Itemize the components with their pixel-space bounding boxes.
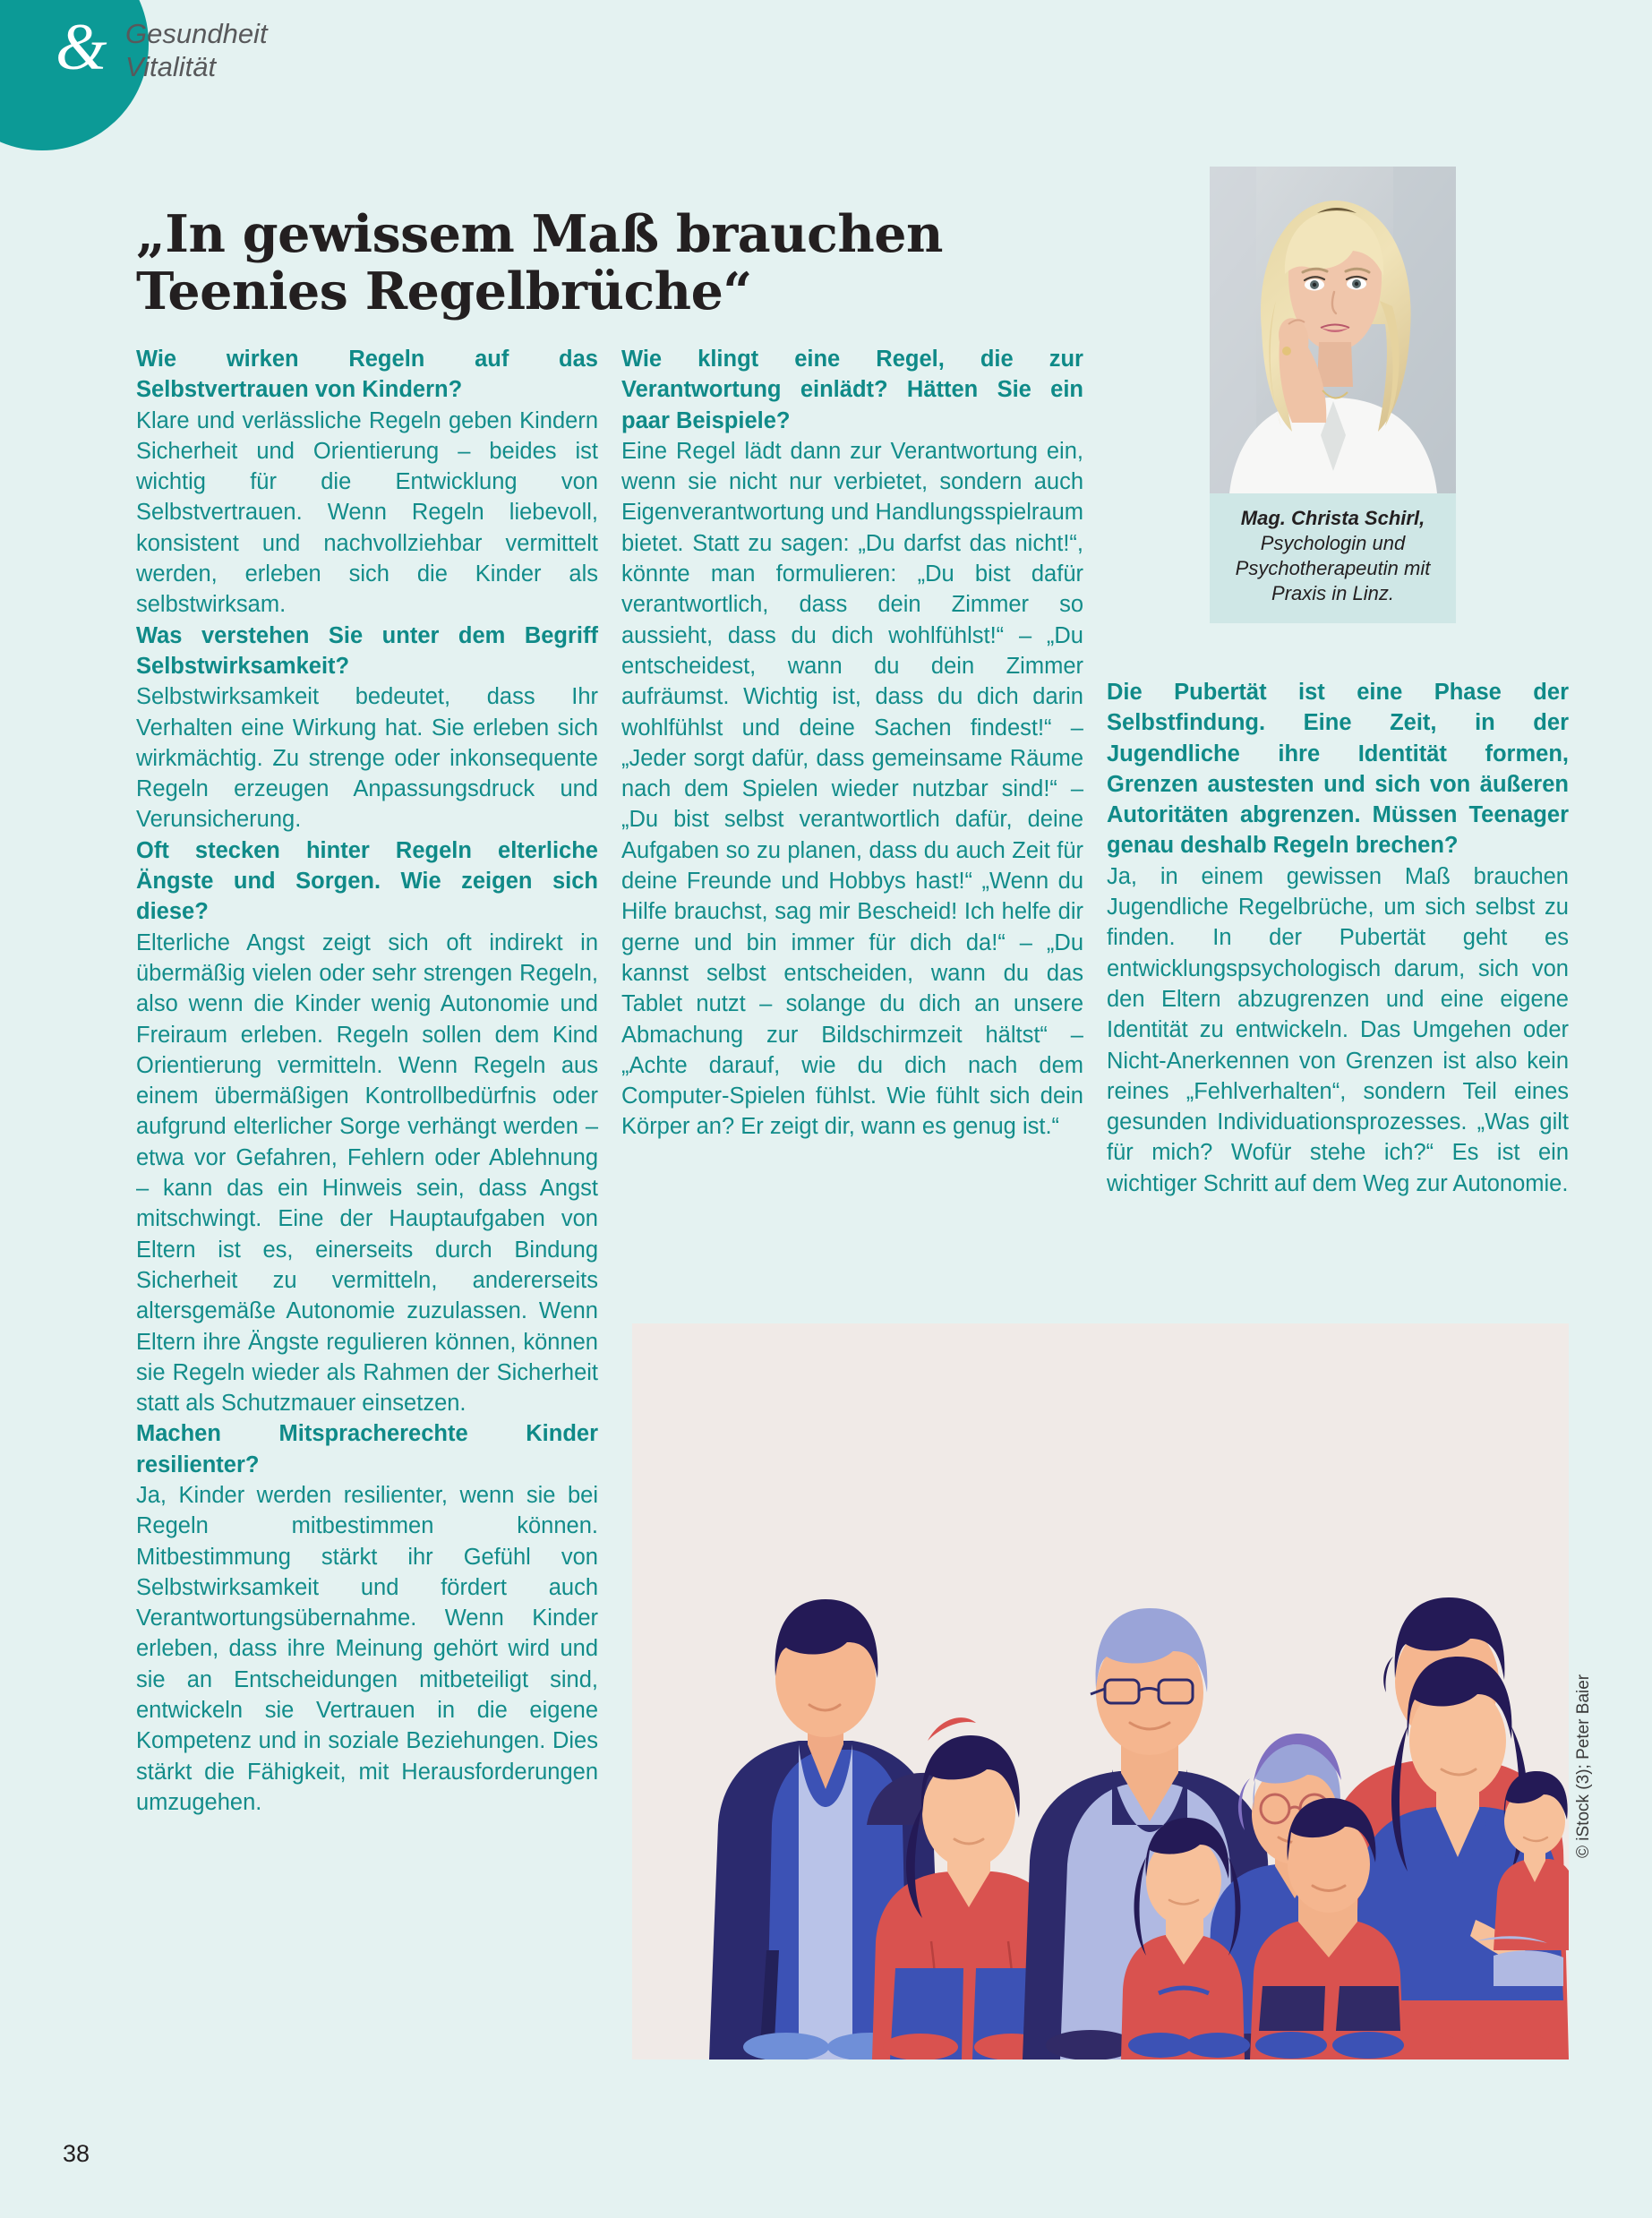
page-title: „In gewissem Maß brauchen Teenies Regelbrüche“	[136, 204, 943, 322]
portrait-photo	[1210, 167, 1456, 493]
question-heading: Oft stecken hinter Regeln elterliche Ängste und Sorgen. Wie zeigen sich diese?	[136, 837, 598, 925]
question-heading: Wie wirken Regeln auf das Selbstvertrauen von Kindern?	[136, 347, 598, 403]
portrait-caption	[1210, 493, 1456, 623]
family-illustration	[632, 1323, 1569, 2060]
article-column-1	[136, 344, 598, 1818]
question-heading: Was verstehen Sie unter dem Begriff Selbstwirksamkeit?	[136, 622, 598, 679]
answer-text: Selbstwirksamkeit bedeutet, dass Ihr Verhalten eine Wirkung hat. Sie erleben sich wirkmächtig. Zu strenge oder inkonsequente Regeln erzeugen Anpassungsdruck und Verunsicherung.	[136, 684, 598, 833]
answer-text: Eine Regel lädt dann zur Verantwortung ein, wenn sie nicht nur verbietet, sondern auch Eigenverantwortung und Handlungsspielraum bietet. Statt zu sagen: „Du darfst das nicht!“, könnte man formulieren: „Du bist dafür verantwortlich, dass dein Zimmer so aussieht, dass du dich wohlfühlst!“ – „Du entscheidest, wann du dein Zimmer aufräumst. Wichtig ist, dass du dich darin wohlfühlst und deine Sachen findest!“ – „Jeder sorgt dafür, dass gemeinsame Räume nach dem Spielen wieder nutzbar sind!“ – „Du bist selbst verantwortlich dafür, deine Aufgaben so zu planen, dass du auch Zeit für deine Freunde und Hobbys hast!“ „Wenn du Hilfe brauchst, sag mir Bescheid! Ich helfe dir gerne und bin immer für dich da!“ – „Du kannst selbst entscheiden, wann du das Tablet nutzt – solange du dich an unsere Abmachung zur Bildschirmzeit hältst“ – „Achte darauf, wie du dich nach dem Computer-Spielen fühlst. Wie fühlt sich dein Körper an? Er zeigt dir, wann es genug ist.“	[621, 438, 1083, 1140]
ampersand-glyph: &	[56, 11, 107, 84]
article-column-3	[1107, 677, 1569, 1199]
rubric-header	[0, 0, 555, 143]
answer-text: Ja, Kinder werden resilienter, wenn sie bei Regeln mitbestimmen können. Mitbestimmung stärkt ihr Gefühl von Selbstwirksamkeit und fördert auch Verantwortungsübernahme. Wenn Kinder erleben, dass ihre Meinung gehört wird und sie an Entscheidungen mitbeteiligt sind, entwickeln sie Vertrauen in die eigene Kompetenz und in soziale Beziehungen. Dies stärkt die Fähigkeit, mit Herausforderungen umzugehen.	[136, 1482, 598, 1815]
family-illustration-svg	[632, 1323, 1569, 2060]
portrait-figure	[1210, 167, 1456, 623]
question-heading: Wie klingt eine Regel, die zur Verantwortung einlädt? Hätten Sie ein paar Beispiele?	[621, 347, 1083, 433]
photo-credit: © iStock (3); Peter Baier	[1574, 1674, 1593, 1858]
portrait-role: Psychologin und Psychotherapeutin mit Praxis in Linz.	[1235, 532, 1431, 605]
question-heading: Die Pubertät ist eine Phase der Selbstfindung. Eine Zeit, in der Jugendliche ihre Identität formen, Grenzen austesten und sich von äußeren Autoritäten abgrenzen. Müssen Teenager genau deshalb Regeln brechen?	[1107, 680, 1569, 859]
page-number: 38	[63, 2140, 90, 2167]
rubric-label	[125, 18, 268, 83]
answer-text: Ja, in einem gewissen Maß brauchen Jugendliche Regelbrüche, um sich selbst zu finden. In der Pubertät geht es entwicklungspsychologisch darum, sich von den Eltern abzugrenzen und eine eigene Identität zu entwickeln. Das Umgehen oder Nicht-Anerkennen von Grenzen ist also kein reines „Fehlverhalten“, sondern Teil eines gesunden Individuationsprozesses. „Was gilt für mich? Wofür stehe ich?“ Es ist ein wichtiger Schritt auf dem Weg zur Autonomie.	[1107, 863, 1569, 1196]
rubric-line-2: Vitalität	[125, 50, 217, 82]
rubric-line-1: Gesundheit	[125, 18, 268, 49]
portrait-name: Mag. Christa Schirl,	[1240, 507, 1425, 529]
article-column-2	[621, 344, 1083, 1143]
answer-text: Klare und verlässliche Regeln geben Kindern Sicherheit und Orientierung – beides ist wichtig für die Entwicklung von Selbstvertrauen. Wenn Regeln liebevoll, konsistent und nachvollziehbar vermittelt werden, erleben sich die Kinder als selbstwirksam.	[136, 407, 598, 618]
question-heading: Machen Mitspracherechte Kinder resilienter?	[136, 1421, 598, 1477]
answer-text: Elterliche Angst zeigt sich oft indirekt in übermäßig vielen oder sehr strengen Regeln, also wenn die Kinder wenig Autonomie und Freiraum erleben. Regeln sollen dem Kind Orientierung vermitteln. Wenn Regeln aus einem übermäßigen Kontrollbedürfnis oder aufgrund elterlicher Sorge verhängt werden – etwa vor Gefahren, Fehlern oder Ablehnung – kann das ein Hinweis sein, dass Angst mitschwingt. Eine der Hauptaufgaben von Eltern ist es, einerseits durch Bindung Sicherheit zu vermitteln, andererseits altersgemäße Autonomie zuzulassen. Wenn Eltern ihre Ängste regulieren können, können sie Regeln wieder als Rahmen der Sicherheit statt als Schutzmauer einsetzen.	[136, 929, 598, 1417]
